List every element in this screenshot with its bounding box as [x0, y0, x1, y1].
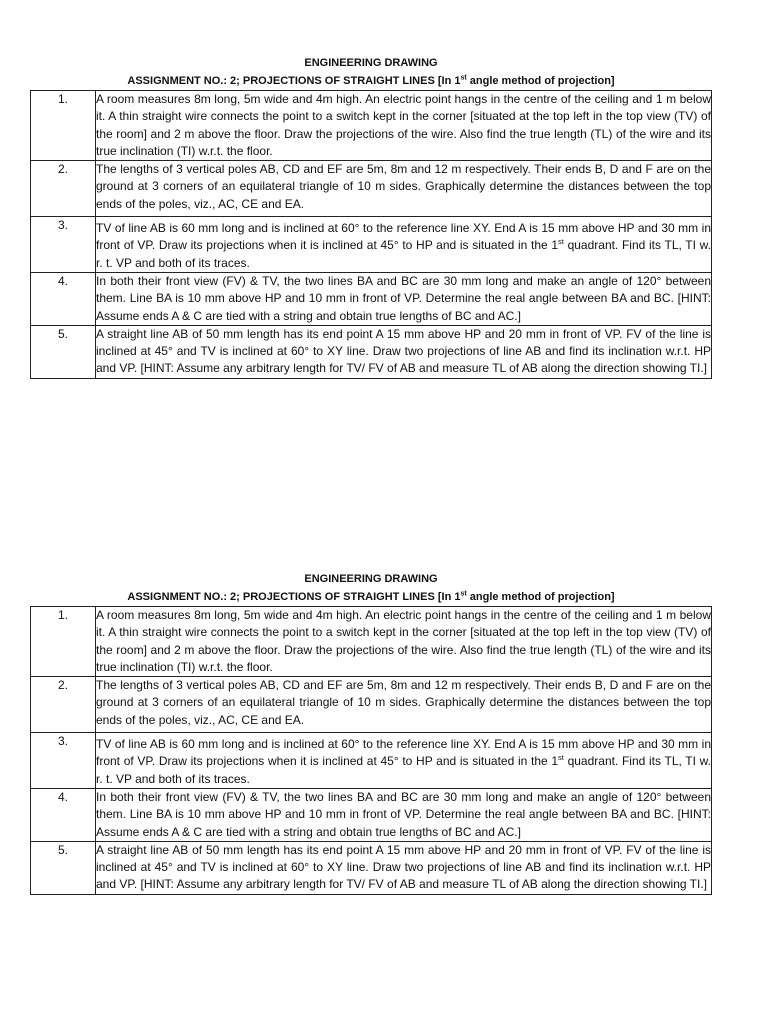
sheet-title: ENGINEERING DRAWING: [304, 57, 438, 69]
questions-table: [30, 606, 712, 895]
subtitle-text-end: angle method of projection]: [466, 75, 615, 87]
question-text-part: quadrant. Find its TL, TI w. r. t. VP and both of its traces.: [96, 754, 711, 786]
question-superscript: st: [558, 753, 564, 763]
assignment-sheet-1: [30, 57, 712, 379]
question-text-part: In both their front view (FV) & TV, the two lines BA and BC are 30 mm long and make an angle of 120° between them. Line BA is 10 mm above HP and 10 mm in front of VP. Determine the real angle between BA and BC. [HINT: Assume ends A & C are tied with a string and obtain true lengths of BC and AC.]: [96, 273, 711, 323]
question-number: 1.: [31, 607, 96, 677]
question-number: 2.: [31, 677, 96, 733]
questions-table: [30, 90, 712, 379]
question-row: [31, 272, 712, 325]
question-text-part: In both their front view (FV) & TV, the two lines BA and BC are 30 mm long and make an angle of 120° between them. Line BA is 10 mm above HP and 10 mm in front of VP. Determine the real angle between BA and BC. [HINT: Assume ends A & C are tied with a string and obtain true lengths of BC and AC.]: [96, 789, 711, 839]
question-number: 2.: [31, 161, 96, 217]
question-text: [96, 788, 712, 841]
question-row: [31, 161, 712, 217]
question-number: 1.: [31, 91, 96, 161]
sheet-subtitle: [30, 591, 712, 605]
subtitle-text-end: angle method of projection]: [466, 591, 615, 603]
assignment-sheet-2: [30, 573, 712, 895]
question-row: [31, 217, 712, 273]
question-text: [96, 733, 712, 789]
question-row: [31, 325, 712, 378]
question-text-part: A straight line AB of 50 mm length has its end point A 15 mm above HP and 20 mm in front of VP. FV of the line is inclined at 45° and TV is inclined at 60° to XY line. Draw two projections of line AB and find its inclination w.r.t. HP and VP. [HINT: Assume any arbitrary length for TV/ FV of AB and measure TL of AB along the direction showing TI.]: [96, 842, 711, 892]
question-number: 3.: [31, 733, 96, 789]
question-number: 5.: [31, 325, 96, 378]
question-text: [96, 91, 712, 161]
question-number: 5.: [31, 841, 96, 894]
question-text-part: TV of line AB is 60 mm long and is inclined at 60° to the reference line XY. End A is 15 mm above HP and 30 mm in front of VP. Draw its projections when it is inclined at 45° to HP and is situated in the 1: [96, 737, 711, 769]
question-text: [96, 607, 712, 677]
question-number: 4.: [31, 788, 96, 841]
question-text-part: TV of line AB is 60 mm long and is inclined at 60° to the reference line XY. End A is 15 mm above HP and 30 mm in front of VP. Draw its projections when it is inclined at 45° to HP and is situated in the 1: [96, 221, 711, 253]
question-superscript: st: [558, 237, 564, 247]
question-text: [96, 841, 712, 894]
subtitle-text: ASSIGNMENT NO.: 2; PROJECTIONS OF STRAIGHT LINES [In 1: [127, 75, 461, 87]
question-row: [31, 607, 712, 677]
question-text: [96, 325, 712, 378]
question-row: [31, 733, 712, 789]
question-text-part: quadrant. Find its TL, TI w. r. t. VP and both of its traces.: [96, 238, 711, 270]
question-text: [96, 272, 712, 325]
question-text-part: A straight line AB of 50 mm length has its end point A 15 mm above HP and 20 mm in front of VP. FV of the line is inclined at 45° and TV is inclined at 60° to XY line. Draw two projections of line AB and find its inclination w.r.t. HP and VP. [HINT: Assume any arbitrary length for TV/ FV of AB and measure TL of AB along the direction showing TI.]: [96, 326, 711, 376]
sheet-title: ENGINEERING DRAWING: [304, 573, 438, 585]
sheet-subtitle: [30, 75, 712, 89]
question-text-part: The lengths of 3 vertical poles AB, CD and EF are 5m, 8m and 12 m respectively. Their ends B, D and F are on the ground at 3 corners of an equilateral triangle of 10 m sides. Graphically determine the distances between the top ends of the poles, viz., AC, CE and EA.: [96, 162, 711, 211]
subtitle-superscript: st: [460, 590, 467, 598]
question-text-part: A room measures 8m long, 5m wide and 4m high. An electric point hangs in the centre of the ceiling and 1 m below it. A thin straight wire connects the point to a switch kept in the corner [situated at the top left in the top view (TV) of the room] and 2 m above the floor. Draw the projections of the wire. Also find the true length (TL) of the wire and its true inclination (TI) w.r.t. the floor.: [96, 92, 711, 158]
question-number: 3.: [31, 217, 96, 273]
question-row: [31, 841, 712, 894]
question-row: [31, 677, 712, 733]
subtitle-text: ASSIGNMENT NO.: 2; PROJECTIONS OF STRAIGHT LINES [In 1: [127, 591, 461, 603]
question-row: [31, 788, 712, 841]
question-text: [96, 161, 712, 217]
question-row: [31, 91, 712, 161]
question-text-part: The lengths of 3 vertical poles AB, CD and EF are 5m, 8m and 12 m respectively. Their ends B, D and F are on the ground at 3 corners of an equilateral triangle of 10 m sides. Graphically determine the distances between the top ends of the poles, viz., AC, CE and EA.: [96, 678, 711, 727]
question-text: [96, 677, 712, 733]
question-text-part: A room measures 8m long, 5m wide and 4m high. An electric point hangs in the centre of the ceiling and 1 m below it. A thin straight wire connects the point to a switch kept in the corner [situated at the top left in the top view (TV) of the room] and 2 m above the floor. Draw the projections of the wire. Also find the true length (TL) of the wire and its true inclination (TI) w.r.t. the floor.: [96, 608, 711, 674]
question-text: [96, 217, 712, 273]
subtitle-superscript: st: [460, 74, 467, 82]
question-number: 4.: [31, 272, 96, 325]
